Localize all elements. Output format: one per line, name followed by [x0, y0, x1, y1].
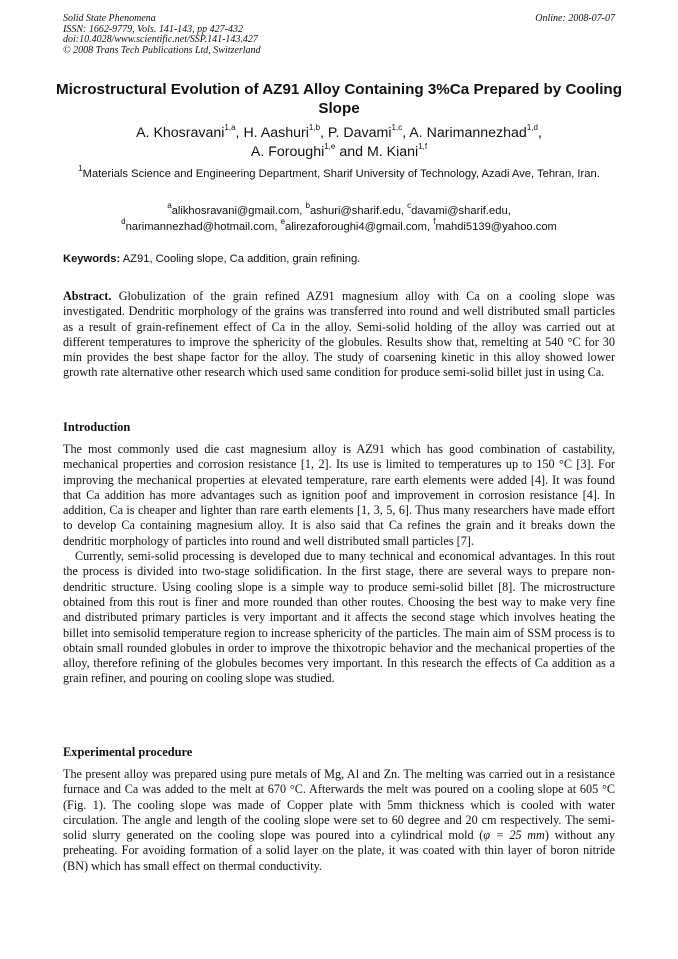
- paragraph: The most commonly used die cast magnesium alloy is AZ91 which has good combination of castability, mechanical properties and corrosion resistance [1, 2]. Its use is limited to temperatures up to 150 °C [3]. For improving the mechanical properties at elevated temperature, rare earth elements were added [4]. It was found that Ca addition has more advantages such as ignition poof and improvement in corrosion resistance [4]. In addition, Ca is cheaper and lighter than rare earth elements [1, 3, 5, 6]. Thus many researchers have made effort to develop Ca containing magnesium alloy. It is also said that Ca refines the grain and it breaks down the dendritic morphology of particles into round and well distributed small particles [7].: [63, 442, 615, 548]
- email[interactable]: narimannezhad@hotmail.com: [125, 221, 275, 233]
- author-and: and: [339, 144, 363, 160]
- email[interactable]: alirezaforoughi4@gmail.com: [285, 221, 427, 233]
- section-heading-experimental: Experimental procedure: [63, 745, 193, 759]
- copyright-line: © 2008 Trans Tech Publications Ltd, Switzerland: [63, 44, 261, 56]
- email[interactable]: alikhosravani@gmail.com: [171, 205, 300, 217]
- keywords-text: AZ91, Cooling slope, Ca addition, grain refining.: [122, 253, 361, 265]
- author: H. Aashuri$^{1,b}$: [243, 123, 321, 141]
- author-list: A. Khosravani$^{1,a}$, H. Aashuri$^{1,b}$, P. Davami$^{1,c}$, A. Narimannezhad$^{1,d}$, A. Foroughi$^{1,e}$ and M. Kiani$^{1,f}$: [136, 123, 542, 160]
- experimental-body: The present alloy was prepared using pure metals of Mg, Al and Zn. The melting was carried out in a resistance furnace and Ca was added to the melt at 670 °C. Afterwards the melt was poured on a cooling slope at 605 °C (Fig. 1). The cooling slope was made of Copper plate with 5mm thickness which is cooled with water circulation. The angle and length of the cooling slope were set to 60 degree and 20 cm respectively. The semi-solid slurry generated on the cooling slope was poured into a cylindrical mold (φ = 25 mm) without any preheating. For avoiding formation of a solid layer on the plate, it was coated with thin layer of boron nitride (BN) which has small effect on thermal conductivity.: [63, 767, 615, 873]
- paper-title: Microstructural Evolution of AZ91 Alloy Containing 3%Ca Prepared by Cooling Slope: [56, 81, 622, 117]
- author: A. Khosravani$^{1,a}$: [136, 123, 236, 141]
- abstract-text: Globulization of the grain refined AZ91 magnesium alloy with Ca on a cooling slope was investigated. Dendritic morphology of the grains was transferred into round and well distributed small particles as a result of grain-refinement effect of Ca in the alloy. Semi-solid holding of the alloy was carried out at different temperatures to improve the sphericity of the globules. Results show that, remelting at 540 °C for 30 min provides the best shape factor for the alloy. The study of coarsening kinetic in this alloy showed lower growth rate alternative other research which used same condition for produce semi-solid billet just in using Ca.: [63, 289, 616, 380]
- abstract-label: Abstract.: [63, 289, 112, 303]
- keywords-label: Keywords:: [63, 253, 121, 265]
- journal-name: Solid State Phenomena: [63, 13, 156, 24]
- abstract: [63, 289, 615, 381]
- section-heading-introduction: Introduction: [63, 420, 131, 434]
- author: P. Davami$^{1,c}$: [327, 123, 403, 141]
- author: A. Narimannezhad$^{1,d}$: [409, 123, 538, 141]
- online-date: Online: 2008-07-07: [535, 13, 615, 24]
- email[interactable]: davami@sharif.edu: [411, 205, 508, 217]
- email[interactable]: ashuri@sharif.edu: [309, 205, 401, 217]
- affiliation: $^1$Materials Science and Engineering Department, Sharif University of Technology, Azadi Ave, Tehran, Iran.: [78, 164, 600, 180]
- email-list: $^a$alikhosravani@gmail.com, $^b$ashuri@sharif.edu, $^c$davami@sharif.edu, $^d$narimannezhad@hotmail.com, $^e$alirezaforoughi4@gmail.com, $^f$mahdi5139@yahoo.com: [121, 201, 557, 233]
- doi-line: doi:10.4028/www.scientific.net/SSP.141-143.427: [63, 34, 258, 45]
- paragraph: Currently, semi-solid processing is developed due to many technical and economical advantages. In this rout the process is divided into two-stage solidification. In the first stage, there are several ways to prepare non-dendritic structure. Using cooling slope is a simple way to produce semi-solid billet [8]. The microstructure obtained from this rout is finer and more rounded than other routes. Choosing the best way to make very fine and distributed primary particles is very important and it affects the second stage which involves heating the billet into semisolid temperature region to increase sphericity of the particles. The main aim of SSM process is to obtain small rounded globules in order to improve the thixotropic behavior and the mechanical properties of the alloy, therefore refining of the globules becomes very important. In this research the effects of Ca addition as a grain refiner, and pouring on cooling slope was studied.: [63, 549, 615, 686]
- math-expression: φ = 25 mm: [483, 828, 545, 843]
- author: M. Kiani$^{1,f}$: [366, 142, 428, 160]
- issn-line: ISSN: 1662-9779, Vols. 141-143, pp 427-432: [63, 23, 243, 35]
- introduction-body: [63, 442, 615, 687]
- email[interactable]: mahdi5139@yahoo.com: [435, 221, 557, 233]
- keywords: [63, 251, 615, 267]
- journal-header: [63, 14, 615, 56]
- author: A. Foroughi$^{1,e}$: [250, 142, 336, 160]
